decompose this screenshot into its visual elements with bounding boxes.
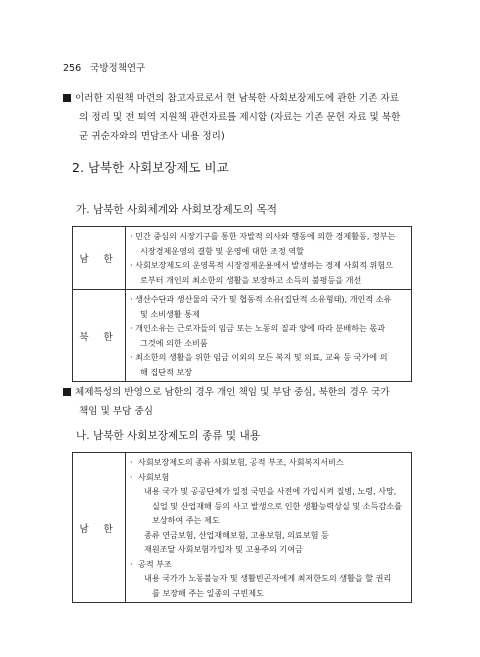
list-item: [130, 470, 407, 485]
list-item-text: 사회보험: [138, 471, 170, 482]
paragraph-line: 체제특성의 반영으로 남한의 경우 개인 책임 및 부담 중심, 북한의 경우 국가: [75, 387, 390, 398]
bullet-dot: ·: [130, 457, 133, 467]
list-item: [130, 586, 407, 601]
list-item: · 사회보장제도의 운영목적 시장경제운용에서 발생하는 경제 사회적 위험으 로부터 개인의 최소한의 생활을 보장하고 소득의 불평등을 개선: [130, 260, 393, 285]
system-characteristics-paragraph: [63, 383, 423, 421]
south-security-content: [126, 453, 412, 603]
table-row-south: [73, 227, 412, 290]
square-bullet-icon: [63, 94, 71, 102]
list-item: · 민간 중심의 시장기구를 통한 자발적 의사와 행동에 의한 경제활동, 정부는 시장경제운영의 결함 및 운영에 대한 조정 역할: [130, 231, 396, 256]
table-row-north: [73, 290, 412, 382]
list-item-text: 내용 국가가 노동불능자 및 생활빈곤자에게 최저한도의 생활을 할 권리: [144, 573, 392, 583]
list-item-text: 종류 연금보험, 산업재해보험, 고용보험, 의료보험 등: [144, 529, 329, 540]
list-item: [130, 571, 407, 586]
square-bullet-icon: [63, 388, 71, 396]
list-item: [130, 557, 407, 572]
bullet-dot: ·: [130, 471, 133, 482]
list-item-text: 재원조달 사회보험가입자 및 고용주의 기여금: [144, 544, 303, 554]
journal-title: 국방정책연구: [90, 63, 146, 74]
subsection-title-ga: 가. 남북한 사회체계와 사회보장제도의 목적: [76, 204, 278, 216]
list-item: · 최소한의 생활을 위한 임금 이외의 모든 복지 및 의료, 교육 등 국가에 의 해 집단적 보장: [130, 352, 388, 377]
table-row-south: [73, 453, 412, 603]
list-item: [130, 484, 407, 499]
paragraph-line: 이러한 지원책 마련의 참고자료로서 현 남북한 사회보장제도에 관한 기존 자료: [75, 93, 400, 104]
list-item-text: 사회보장제도의 종류 사회보험, 공적 부조, 사회복지서비스: [138, 457, 344, 467]
list-item-text: 실업 및 산업재해 등의 사고 발생으로 인한 생활능력상실 및 소득감소를: [152, 500, 402, 511]
list-item-text: 보상하여 주는 제도: [152, 515, 220, 525]
list-item: [130, 499, 407, 514]
list-item: [130, 528, 407, 543]
list-item-text: 공적 부조: [138, 558, 172, 569]
paragraph-line: 군 귀순자와의 면담조사 내용 정리): [79, 131, 225, 142]
page-number: 256: [63, 63, 82, 74]
list-item-text: 내용 국가 및 공공단체가 일정 국민을 사전에 가입시켜 질병, 노령, 사망,: [144, 486, 397, 496]
section-title: 2. 남북한 사회보장제도 비교: [72, 160, 229, 175]
row-label-south: 남 한: [73, 227, 126, 290]
list-item: [130, 513, 407, 528]
system-purpose-table: [72, 226, 412, 382]
list-item-text: 를 보장해 주는 일종의 구빈제도: [152, 587, 264, 598]
paragraph-line: 의 정리 및 전 퇴역 지원책 관련자료를 제시함 (자료는 기존 문헌 자료 및 북한: [79, 112, 401, 123]
page-header: [63, 60, 145, 74]
paragraph-line: 책임 및 부담 중심: [79, 406, 154, 417]
list-item: · 개인소유는 근로자들의 임금 또는 노동의 질과 양에 따라 분배하는 몫과 그것에 의한 소비품: [130, 323, 386, 348]
summary-paragraph: [63, 89, 423, 146]
north-content: [126, 290, 412, 382]
south-content: [126, 227, 412, 290]
list-item: [130, 542, 407, 557]
list-item: · 생산수단과 생산물의 국가 및 협동적 소유(집단적 소유형태), 개인적 소유 및 소비생활 통제: [130, 294, 392, 319]
row-label-south: 남 한: [73, 453, 126, 603]
bullet-dot: ·: [130, 558, 133, 569]
list-item: [130, 455, 407, 470]
subsection-title-na: 나. 남북한 사회보장제도의 종류 및 내용: [76, 430, 260, 442]
social-security-types-table: [72, 452, 412, 603]
row-label-north: 북 한: [73, 290, 126, 382]
